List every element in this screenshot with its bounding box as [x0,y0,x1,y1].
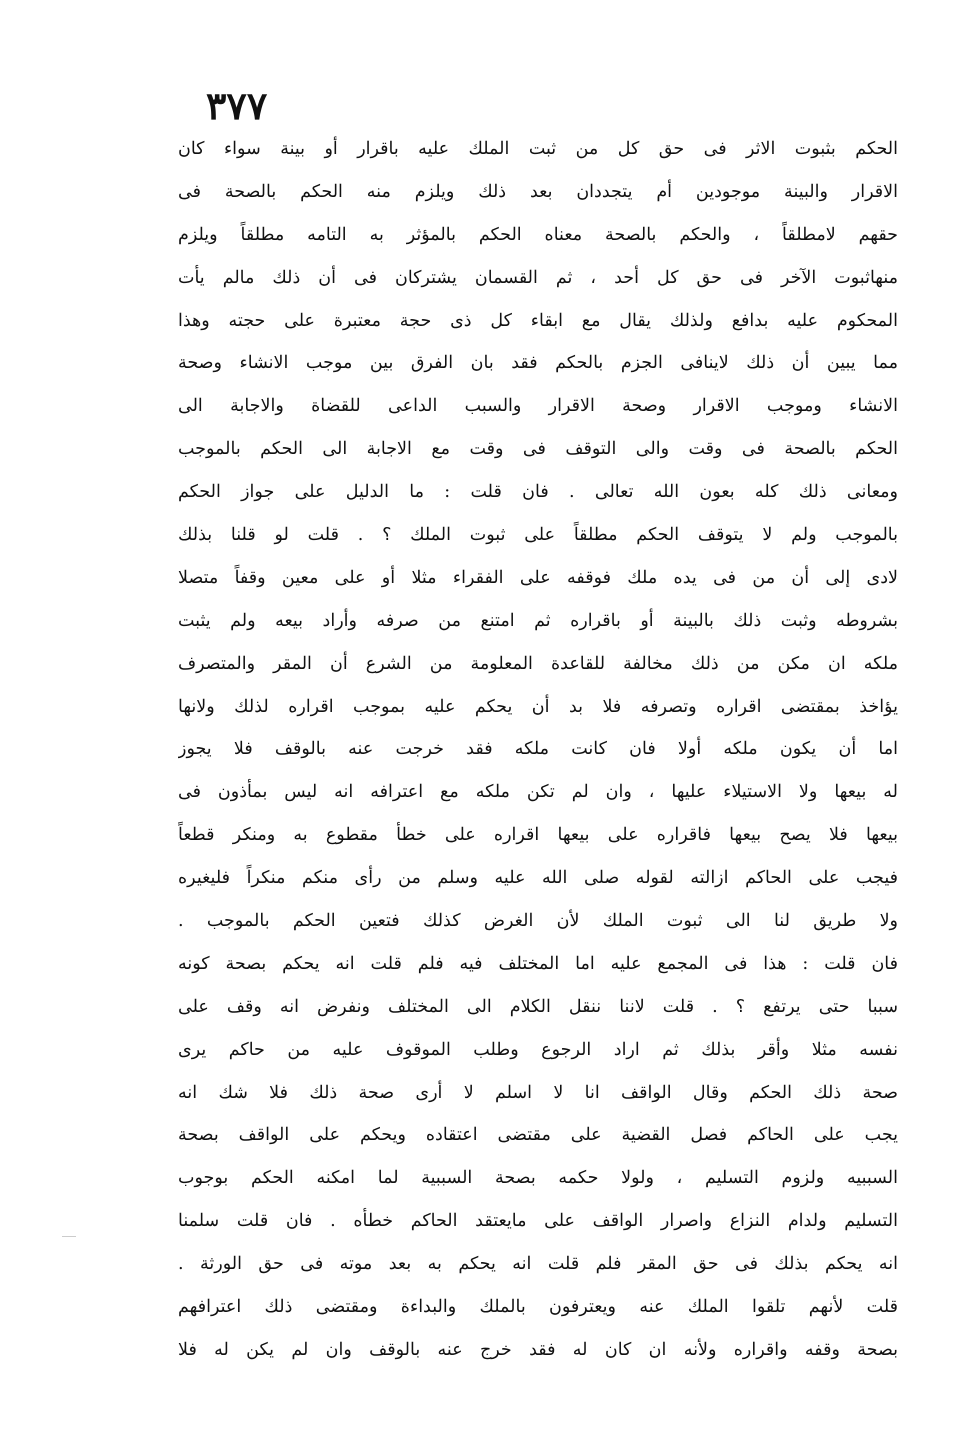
text-line: بالموجب ولم لا يتوقف الحكم مطلقاً على ثبوت الملك ؟ . قلت لو قلنا بذلك [178,525,898,546]
text-line: صحة ذلك الحكم وقال الواقف انا لا اسلم لا أرى صحة ذلك فلا شك انه [178,1082,898,1103]
text-line: الحكم بثبوت الاثر فى حق كل من ثبت الملك عليه باقرار أو بينة سواء كان [178,139,898,159]
page-number: ٣٧٧ [206,83,268,128]
text-line: يؤاخذ بمقتضى اقراره وتصرفه فلا بد أن يحكم عليه بموجب اقراره لذلك ولانها [178,696,898,717]
text-line: الاقرار والبينة موجودين أم يتجددان بعد ذلك ويلزم منه الحكم بالصحة فى [178,181,898,202]
text-line: مما يبين أن ذلك لاينافى الجزم بالحكم فقد بان الفرق بين موجب الانشاء وصحة [178,353,898,374]
text-line: فيجب على الحاكم ازالته لقوله صلى الله عليه وسلم من رأى منكم منكراً فليغيره [178,868,898,889]
text-line: السببيه ولزوم التسليم ، ولولا حكمه بصحة السببية لما امكنه الحكم بوجوب [178,1168,898,1189]
text-line: سببا حتى يرتفع ؟ . قلت لاننا ننقل الكلام الى المختلف ونفرض انه وقف على [178,996,898,1017]
text-line: ملكه ان مكن من ذلك مخالفة للقاعدة المعلومة من الشرع أن المقر والمتصرف [178,653,898,674]
text-line: له بيعها ولا الاستيلاء عليها ، وان لم تكن ملكه مع اعترافه انه ليس بمأذون فى [178,782,898,803]
text-line: بيعها فلا يصح بيعها فاقراره على بيعها اقراره على خطأ مقطوع به ومنكر قطعاً [178,825,898,846]
text-line: ولا طريق لنا الى ثبوت الملك لأن الغرض كذلك فتعين الحكم بالموجب . [178,911,898,932]
text-line: بشروطه وثبت ذلك بالبينة أو باقراره ثم امتنع من صرفه وأراد بيعه ولم يثبت [178,610,898,631]
text-line: التسليم ولدام النزاع واصرار الواقف على مايعتقد الحاكم خطأه . فان قلت سلمنا [178,1211,898,1232]
text-line: حقهم لامطلقاً ، والحكم بالصحة معناه الحكم بالمؤثر به التامه مطلقاً ويلزم [178,224,898,245]
text-line: قلت لأنهم تلقوا الملك عنه ويعترفون بالملك والبداءة ومقتضى ذلك اعترافهم [178,1297,898,1318]
text-line: فان قلت : هذا فى المجمع عليه اما المختلف فيه فلم قلت انه يحكم بصحة كونه [178,953,898,974]
text-line: بصحة وقفه واقراره ولأنه ان كان له فقد خرج عنه بالوقف وان لم يكن له فلا [178,1339,898,1360]
text-line: لادى إلى أن من فى يده ملك فوقفه على الفقراء مثلا أو على معين وقفاً متصلا [178,567,898,588]
body-text [178,128,898,1372]
text-line: منهاثبوت الآخر فى حق كل أحد ، ثم القسمان يشتركان فى أن ذلك مالم يأت [178,267,898,288]
text-line: الانشاء وموجب الاقرار وصحة الاقرار والسبب الداعى للقضاة والاجابة الى [178,396,898,417]
text-line: نفسه مثلا وأقر بذلك ثم اراد الرجوع وطلب الموقوف عليه من حاكم يرى [178,1039,898,1060]
text-line: ومعانى ذلك كله بعون الله تعالى . فان قلت : ما الدليل على جواز الحكم [178,482,898,503]
text-line: اما أن يكون ملكه أولا فان كانت ملكه فقد خرجت عنه بالوقف فلا يجوز [178,739,898,760]
margin-mark [62,1236,76,1237]
text-line: انه يحكم بذلك فى حق المقر فلم قلت انه يحكم به بعد موته فى حق الورثة . [178,1254,898,1275]
text-line: يجب على الحاكم فصل القضية على مقتضى اعتقاده ويحكم على الواقف بصحة [178,1125,898,1146]
text-line: الحكم بالصحة فى وقت والى التوقف فى وقت مع الاجابة الى الحكم بالموجب [178,439,898,460]
text-line: المحكوم عليه بدافع ولذلك يقال مع ابقاء كل ذى حجة معتبرة على حجته وهذا [178,310,898,331]
